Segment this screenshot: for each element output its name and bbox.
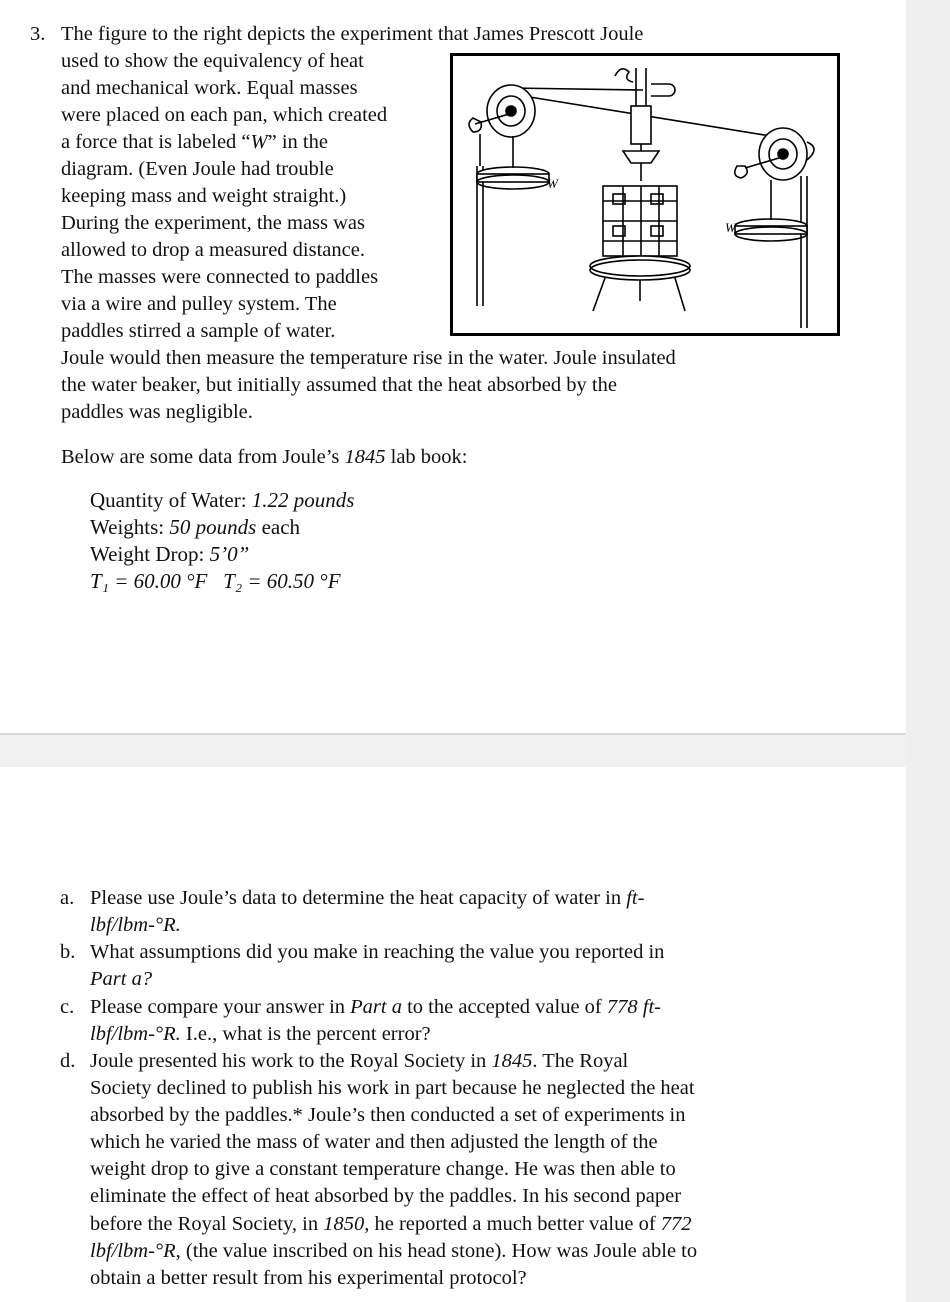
intro-line: paddles stirred a sample of water. bbox=[61, 320, 336, 342]
part-b-line: Part a? bbox=[90, 968, 153, 990]
intro-line: keeping mass and weight straight.) bbox=[61, 185, 347, 207]
part-d-letter: d. bbox=[60, 1050, 76, 1072]
intro-line: diagram. (Even Joule had trouble bbox=[61, 158, 334, 180]
data-temperatures: T₁ = 60.00 °F T₂ = 60.50 °F bbox=[90, 569, 341, 593]
intro-line: via a wire and pulley system. The bbox=[61, 293, 337, 315]
joule-apparatus-illustration bbox=[453, 56, 837, 333]
intro-line: used to show the equivalency of heat bbox=[61, 50, 364, 72]
intro-line: During the experiment, the mass was bbox=[61, 212, 366, 234]
document-page-2 bbox=[0, 767, 906, 1302]
intro-line: a force that is labeled “W” in the bbox=[61, 131, 328, 153]
intro-line: paddles was negligible. bbox=[61, 401, 253, 423]
data-weights: Weights: 50 pounds each bbox=[90, 515, 301, 539]
data-weight-drop: Weight Drop: 5’0” bbox=[90, 542, 250, 566]
figure-label-w-left: W bbox=[547, 176, 558, 191]
part-a-line: Please use Joule’s data to determine the heat capacity of water in ft- bbox=[90, 887, 645, 909]
part-d-line: lbf/lbm-°R, (the value inscribed on his head stone). How was Joule able to bbox=[90, 1240, 698, 1262]
part-d-line: before the Royal Society, in 1850, he reported a much better value of 772 bbox=[90, 1213, 692, 1235]
part-d-line: weight drop to give a constant temperature change. He was then able to bbox=[90, 1158, 676, 1180]
part-a-letter: a. bbox=[60, 887, 75, 909]
intro-line: The masses were connected to paddles bbox=[61, 266, 379, 288]
figure-label-w-right: W bbox=[725, 220, 736, 235]
part-d-line: Joule presented his work to the Royal Society in 1845. The Royal bbox=[90, 1050, 629, 1072]
part-a-line: lbf/lbm-°R. bbox=[90, 914, 181, 936]
joule-apparatus-figure bbox=[450, 53, 840, 336]
intro-line: the water beaker, but initially assumed that the heat absorbed by the bbox=[61, 374, 617, 396]
part-d-line: obtain a better result from his experimental protocol? bbox=[90, 1267, 527, 1289]
intro-line: Joule would then measure the temperature rise in the water. Joule insulated bbox=[61, 347, 676, 369]
part-b-letter: b. bbox=[60, 941, 76, 963]
part-c-line: lbf/lbm-°R. I.e., what is the percent error? bbox=[90, 1023, 431, 1045]
part-d-line: eliminate the effect of heat absorbed by the paddles. In his second paper bbox=[90, 1185, 682, 1207]
part-c-letter: c. bbox=[60, 996, 75, 1018]
part-b-line: What assumptions did you make in reaching the value you reported in bbox=[90, 941, 665, 963]
part-d-line: which he varied the mass of water and then adjusted the length of the bbox=[90, 1131, 658, 1153]
question-number: 3. bbox=[30, 23, 46, 45]
data-water: Quantity of Water: 1.22 pounds bbox=[90, 488, 355, 512]
intro-line: The figure to the right depicts the experiment that James Prescott Joule bbox=[61, 23, 644, 45]
window-scroll-gutter bbox=[906, 0, 950, 1302]
intro-line: allowed to drop a measured distance. bbox=[61, 239, 365, 261]
page-break bbox=[0, 733, 906, 767]
part-d-line: Society declined to publish his work in part because he neglected the heat bbox=[90, 1077, 695, 1099]
data-intro: Below are some data from Joule’s 1845 lab book: bbox=[61, 446, 468, 468]
intro-line: were placed on each pan, which created bbox=[61, 104, 388, 126]
part-d-line: absorbed by the paddles.* Joule’s then conducted a set of experiments in bbox=[90, 1104, 686, 1126]
part-c-line: Please compare your answer in Part a to the accepted value of 778 ft- bbox=[90, 996, 661, 1018]
intro-line: and mechanical work. Equal masses bbox=[61, 77, 358, 99]
